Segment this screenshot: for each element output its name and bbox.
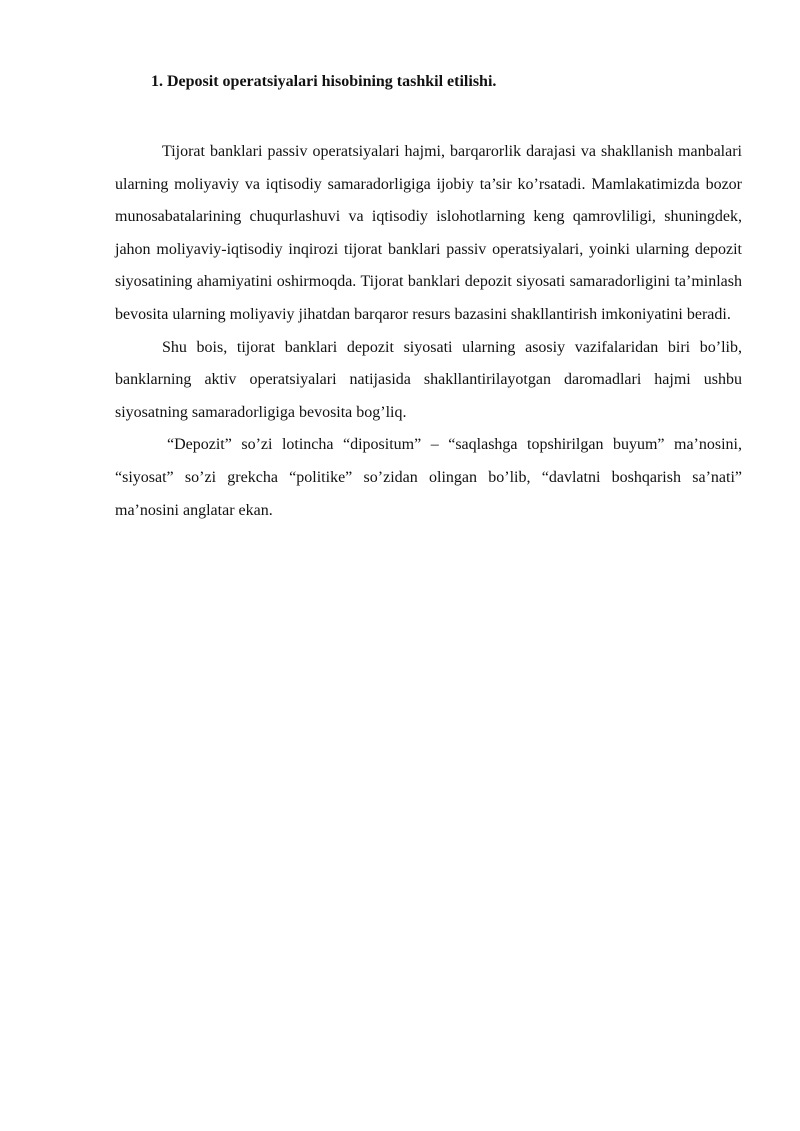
section-heading: 1. Deposit operatsiyalari hisobining tashkil etilishi.	[151, 73, 497, 90]
paragraph-etymology: “Depozit” so’zi lotincha “dipositum” – “saqlashga topshirilgan buyum” ma’nosini, “siyosat” so’zi grekcha “politike” so’zidan olingan bo’lib, “davlatni boshqarish sa’nati” ma’nosini anglatar ekan.	[115, 436, 742, 519]
paragraph-passive-operations: Tijorat banklari passiv operatsiyalari hajmi, barqarorlik darajasi va shakllanish manbalari ularning moliyaviy va iqtisodiy samaradorligiga ijobiy ta’sir ko’rsatadi. Mamlakatimizda bozor munosabatalarining chuqurlashuvi va iqtisodiy islohotlarning keng qamrovliligi, shuningdek, jahon moliyaviy-iqtisodiy inqirozi tijorat banklari passiv operatsiyalari, yoinki ularning depozit siyosatining ahamiyatini oshirmoqda. Tijorat banklari depozit siyosati samaradorligini ta’minlash bevosita ularning moliyaviy jihatdan barqaror resurs bazasini shakllantirish imkoniyatini beradi.	[115, 143, 742, 323]
document-body	[115, 136, 742, 527]
paragraph-deposit-policy: Shu bois, tijorat banklari depozit siyosati ularning asosiy vazifalaridan biri bo’lib, banklarning aktiv operatsiyalari natijasida shakllantirilayotgan daromadlari hajmi ushbu siyosatning samaradorligiga bevosita bog’liq.	[115, 338, 742, 421]
